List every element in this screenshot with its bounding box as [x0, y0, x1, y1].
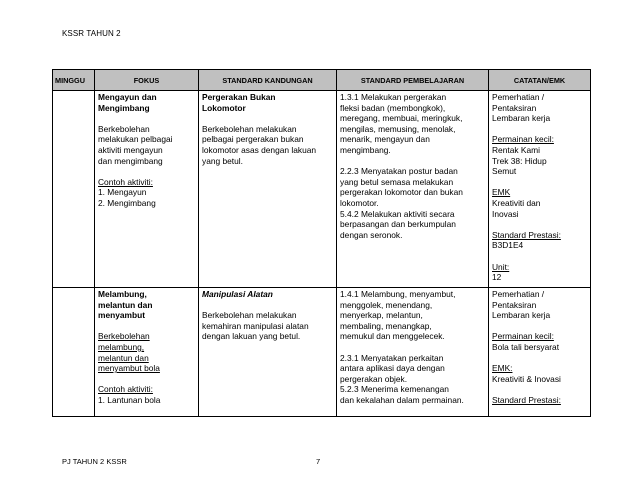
column-header-standard-pembelajaran: STANDARD PEMBELAJARAN [337, 70, 489, 91]
cell-minggu [53, 288, 95, 417]
permainan-kecil-label: Permainan kecil: [492, 134, 554, 145]
standard-prestasi-label: Standard Prestasi: [492, 394, 561, 405]
kandungan-text: Berkebolehan melakukan [202, 310, 297, 321]
permainan-kecil-label: Permainan kecil: [492, 331, 554, 342]
column-header-minggu: MINGGU [53, 70, 95, 91]
catatan-text: Kreativiti dan [492, 197, 541, 208]
pembelajaran-text: antara aplikasi daya dengan [340, 363, 445, 374]
contoh-aktiviti-label: Contoh aktiviti: [98, 176, 153, 187]
aktiviti-item: 1. Lantunan bola [98, 394, 161, 405]
kandungan-text: pelbagai pergerakan bukan [202, 134, 304, 145]
fokus-title: melantun dan [98, 299, 153, 310]
aktiviti-item: 2. Mengimbang [98, 197, 156, 208]
catatan-text: Lembaran kerja [492, 310, 551, 321]
fokus-description: Berkebolehan [98, 331, 150, 342]
catatan-text: Pentaksiran [492, 299, 537, 310]
column-header-standard-kandungan: STANDARD KANDUNGAN [199, 70, 337, 91]
catatan-text: Semut [492, 166, 517, 177]
pembelajaran-text: menggolek, menendang, [340, 299, 433, 310]
kandungan-text: kemahiran manipulasi alatan [202, 320, 309, 331]
fokus-title: menyambut [98, 310, 146, 321]
catatan-text: Pentaksiran [492, 102, 537, 113]
cell-standard-kandungan [199, 91, 337, 288]
catatan-text: Trek 38: Hidup [492, 155, 547, 166]
fokus-title: Melambung, [98, 289, 147, 299]
pembelajaran-text: menarik, mengayun dan [340, 134, 430, 145]
pembelajaran-text: meregang, membuai, meringkuk, [340, 113, 463, 124]
fokus-title: Mengimbang [98, 102, 150, 113]
cell-standard-pembelajaran [337, 91, 489, 288]
cell-catatan-emk [489, 91, 591, 288]
catatan-text: Pemerhatian / [492, 289, 545, 299]
pembelajaran-text: memukul dan menggelecek. [340, 331, 445, 342]
kandungan-text: lokomotor asas dengan lakuan [202, 144, 317, 155]
pembelajaran-text: 2.2.3 Menyatakan postur badan [340, 166, 458, 177]
standard-prestasi-label: Standard Prestasi: [492, 229, 561, 240]
catatan-text: B3D1E4 [492, 240, 524, 251]
emk-label: EMK: [492, 363, 513, 374]
fokus-description: melakukan pelbagai [98, 134, 173, 145]
pembelajaran-text: membaling, menangkap, [340, 320, 432, 331]
catatan-text: Inovasi [492, 208, 519, 219]
unit-label: Unit: [492, 261, 510, 272]
pembelajaran-text: 1.3.1 Melakukan pergerakan [340, 92, 447, 102]
pembelajaran-text: 2.3.1 Menyatakan perkaitan [340, 352, 444, 363]
cell-fokus [95, 91, 199, 288]
pembelajaran-text: dengan seronok. [340, 229, 403, 240]
catatan-text: Kreativiti & Inovasi [492, 373, 561, 384]
fokus-description: melantun dan [98, 352, 149, 363]
cell-standard-pembelajaran [337, 288, 489, 417]
pembelajaran-text: 5.2.3 Menerima kemenangan [340, 384, 449, 395]
lesson-plan-table [52, 69, 591, 417]
kandungan-title: Manipulasi Alatan [202, 289, 273, 299]
fokus-description: melambung, [98, 341, 145, 352]
kandungan-text: Berkebolehan melakukan [202, 123, 297, 134]
aktiviti-item: 1. Mengayun [98, 187, 147, 198]
pembelajaran-text: mengimbang. [340, 144, 391, 155]
page-footer-title: PJ TAHUN 2 KSSR [62, 457, 127, 466]
pembelajaran-text: mengilas, memusing, menolak, [340, 123, 456, 134]
pembelajaran-text: berpasangan dan berkumpulan [340, 219, 456, 230]
pembelajaran-text: fleksi badan (membongkok), [340, 102, 446, 113]
pembelajaran-text: 5.4.2 Melakukan aktiviti secara [340, 208, 455, 219]
contoh-aktiviti-label: Contoh aktiviti: [98, 384, 153, 395]
pembelajaran-text: pergerakan objek. [340, 373, 408, 384]
emk-label: EMK [492, 187, 511, 198]
table-header-row [53, 70, 591, 91]
pembelajaran-text: lokomotor. [340, 197, 379, 208]
kandungan-text: yang betul. [202, 155, 243, 166]
catatan-text: Rentak Kami [492, 144, 540, 155]
kandungan-text: dengan lakuan yang betul. [202, 331, 301, 342]
page-header: KSSR TAHUN 2 [62, 29, 121, 38]
fokus-description: dan mengimbang [98, 155, 163, 166]
pembelajaran-text: yang betul semasa melakukan [340, 176, 454, 187]
pembelajaran-text: 1.4.1 Melambung, menyambut, [340, 289, 456, 299]
fokus-description: menyambut bola [98, 363, 160, 374]
catatan-text: Pemerhatian / [492, 92, 545, 102]
fokus-title: Mengayun dan [98, 92, 157, 102]
kandungan-title: Lokomotor [202, 102, 246, 113]
page-number: 7 [316, 457, 321, 466]
table-row [53, 288, 591, 417]
cell-catatan-emk [489, 288, 591, 417]
fokus-description: aktiviti mengayun [98, 144, 163, 155]
kandungan-title: Pergerakan Bukan [202, 92, 276, 102]
catatan-text: Bola tali bersyarat [492, 341, 560, 352]
table-row [53, 91, 591, 288]
catatan-text: Lembaran kerja [492, 113, 551, 124]
pembelajaran-text: menyerkap, melantun, [340, 310, 423, 321]
catatan-text: 12 [492, 272, 502, 283]
cell-fokus [95, 288, 199, 417]
column-header-catatan-emk: CATATAN/EMK [489, 70, 591, 91]
cell-minggu [53, 91, 95, 288]
cell-standard-kandungan [199, 288, 337, 417]
pembelajaran-text: pergerakan lokomotor dan bukan [340, 187, 463, 198]
column-header-fokus: FOKUS [95, 70, 199, 91]
fokus-description: Berkebolehan [98, 123, 150, 134]
pembelajaran-text: dan kekalahan dalam permainan. [340, 394, 464, 405]
